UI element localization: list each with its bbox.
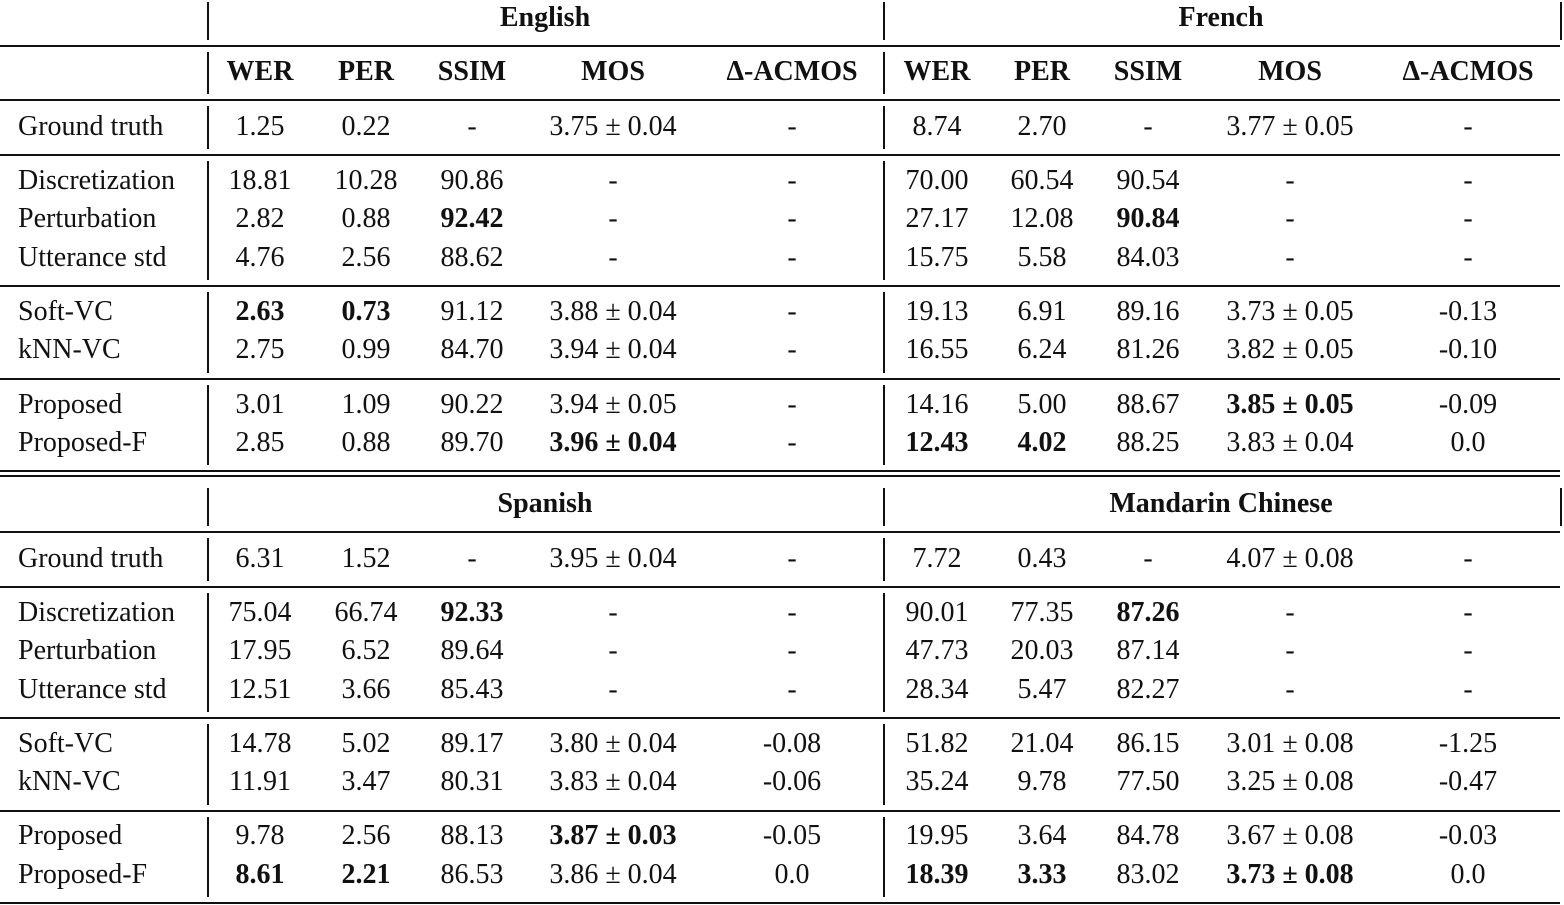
table-cell: - [787,165,797,196]
table-cell: 89.64 [440,635,504,666]
column-separator [883,593,885,712]
table-cell: 90.22 [440,389,504,420]
row-label: Perturbation [18,203,157,234]
table-cell: 3.01 ± 0.08 [1226,728,1354,759]
row-label: Soft-VC [18,728,113,759]
table-cell: 10.28 [334,165,398,196]
column-separator [883,724,885,805]
table-cell: 90.01 [905,597,969,628]
table-cell: 6.91 [1017,296,1067,327]
table-cell: 83.02 [1116,859,1180,890]
table-cell: 0.0 [774,859,810,890]
table-cell: -0.03 [1438,820,1498,851]
table-cell: -0.10 [1438,334,1498,365]
metric-header: PER [338,56,394,87]
table-cell: 3.96 ± 0.04 [549,427,677,458]
table-cell: 3.47 [341,766,391,797]
table-cell: 27.17 [905,203,969,234]
table-cell: - [787,242,797,273]
row-label: kNN-VC [18,766,121,797]
table-cell: 92.42 [440,203,504,234]
table-cell: 8.74 [912,111,962,142]
table-cell: - [787,597,797,628]
table-cell: - [467,543,477,574]
table-cell: - [787,427,797,458]
table-cell: - [787,389,797,420]
table-cell: - [1285,203,1295,234]
metric-header: Δ-ACMOS [1402,56,1534,87]
table-cell: 3.88 ± 0.04 [549,296,677,327]
row-label: Proposed-F [18,427,148,458]
table-cell: 3.83 ± 0.04 [1226,427,1354,458]
row-label: Ground truth [18,111,164,142]
table-cell: 3.86 ± 0.04 [549,859,677,890]
table-cell: 88.62 [440,242,504,273]
table-cell: 3.67 ± 0.08 [1226,820,1354,851]
table-cell: 7.72 [912,543,962,574]
column-separator [883,385,885,465]
table-cell: 14.78 [228,728,292,759]
table-cell: 60.54 [1010,165,1074,196]
table-cell: 88.25 [1116,427,1180,458]
column-separator [883,2,885,40]
table-cell: 12.08 [1010,203,1074,234]
table-cell: - [787,296,797,327]
table-cell: - [608,635,618,666]
table-cell: 4.02 [1017,427,1067,458]
table-cell: 81.26 [1116,334,1180,365]
table-cell: 1.25 [235,111,285,142]
table-cell: 90.54 [1116,165,1180,196]
table-cell: 3.95 ± 0.04 [549,543,677,574]
table-cell: 82.27 [1116,674,1180,705]
table-cell: 89.70 [440,427,504,458]
table-cell: 2.63 [235,296,285,327]
table-cell: 3.82 ± 0.05 [1226,334,1354,365]
table-cell: 87.26 [1116,597,1180,628]
table-cell: 3.01 [235,389,285,420]
rule [0,717,1560,719]
metric-header: MOS [581,56,645,87]
row-label: Perturbation [18,635,157,666]
table-cell: - [787,111,797,142]
table-cell: 89.16 [1116,296,1180,327]
table-cell: 1.52 [341,543,391,574]
metric-header: WER [226,56,294,87]
table-cell: 20.03 [1010,635,1074,666]
rule [0,45,1560,47]
table-cell: - [467,111,477,142]
language-header: Spanish [497,488,593,519]
table-cell: 2.82 [235,203,285,234]
table-cell: - [1285,597,1295,628]
table-cell: 77.35 [1010,597,1074,628]
table-cell: 66.74 [334,597,398,628]
column-separator [207,161,209,280]
table-cell: 5.58 [1017,242,1067,273]
table-cell: 8.61 [235,859,285,890]
table-cell: -0.06 [762,766,822,797]
table-cell: 0.0 [1450,859,1486,890]
table-cell: 4.07 ± 0.08 [1226,543,1354,574]
table-cell: 3.33 [1017,859,1067,890]
row-label: Utterance std [18,674,167,705]
table-cell: 84.70 [440,334,504,365]
column-separator [207,593,209,712]
table-cell: 15.75 [905,242,969,273]
table-cell: 3.64 [1017,820,1067,851]
table-cell: 70.00 [905,165,969,196]
table-cell: 5.02 [341,728,391,759]
table-cell: - [787,674,797,705]
table-cell: - [608,203,618,234]
table-cell: 90.84 [1116,203,1180,234]
rule [0,531,1560,533]
table-cell: - [787,334,797,365]
metric-header: SSIM [437,56,507,87]
table-cell: -0.09 [1438,389,1498,420]
column-separator [1560,2,1562,40]
row-label: Utterance std [18,242,167,273]
column-separator [883,488,885,526]
table-cell: 19.13 [905,296,969,327]
table-cell: -0.08 [762,728,822,759]
table-cell: 2.85 [235,427,285,458]
table-cell: 9.78 [235,820,285,851]
column-separator [883,292,885,373]
table-cell: 6.52 [341,635,391,666]
rule [0,586,1560,588]
column-separator [207,817,209,897]
table-cell: 2.21 [341,859,391,890]
metric-header: PER [1014,56,1070,87]
table-cell: 0.43 [1017,543,1067,574]
table-cell: 90.86 [440,165,504,196]
table-cell: - [1463,674,1473,705]
row-label: Soft-VC [18,296,113,327]
table-cell: 17.95 [228,635,292,666]
table-cell: 86.15 [1116,728,1180,759]
column-separator [883,817,885,897]
table-cell: 0.73 [341,296,391,327]
table-cell: - [1285,674,1295,705]
table-cell: 91.12 [440,296,504,327]
table-cell: - [1463,111,1473,142]
table-cell: 3.87 ± 0.03 [549,820,677,851]
table-cell: 18.39 [905,859,969,890]
table-cell: 85.43 [440,674,504,705]
table-cell: 5.00 [1017,389,1067,420]
rule [0,810,1560,812]
table-cell: - [1463,543,1473,574]
table-cell: 5.47 [1017,674,1067,705]
table-cell: 11.91 [229,766,291,797]
table-cell: 21.04 [1010,728,1074,759]
rule [0,470,1560,472]
table-cell: - [608,242,618,273]
table-cell: 77.50 [1116,766,1180,797]
rule [0,378,1560,380]
table-cell: 28.34 [905,674,969,705]
table-cell: 12.51 [228,674,292,705]
row-label: Proposed-F [18,859,148,890]
table-cell: 51.82 [905,728,969,759]
column-separator [207,488,209,526]
row-label: Discretization [18,165,176,196]
column-separator [207,106,209,149]
table-cell: - [608,165,618,196]
row-label: Discretization [18,597,176,628]
column-separator [883,52,885,94]
table-cell: - [1463,242,1473,273]
column-separator [1560,488,1562,526]
table-cell: -0.05 [762,820,822,851]
column-separator [207,385,209,465]
table-cell: 3.94 ± 0.04 [549,334,677,365]
table-cell: -0.47 [1438,766,1498,797]
table-cell: 19.95 [905,820,969,851]
column-separator [883,161,885,280]
table-cell: 2.56 [341,820,391,851]
table-cell: 0.0 [1450,427,1486,458]
column-separator [207,52,209,94]
table-cell: 3.83 ± 0.04 [549,766,677,797]
table-cell: 3.73 ± 0.08 [1226,859,1354,890]
table-cell: 84.78 [1116,820,1180,851]
table-cell: 0.99 [341,334,391,365]
language-header: Mandarin Chinese [1109,488,1333,519]
column-separator [207,2,209,40]
rule [0,902,1560,904]
table-cell: 3.80 ± 0.04 [549,728,677,759]
table-cell: 88.67 [1116,389,1180,420]
table-cell: - [1143,543,1153,574]
table-cell: 12.43 [905,427,969,458]
table-cell: - [787,203,797,234]
table-cell: - [1463,597,1473,628]
table-cell: - [608,597,618,628]
table-cell: - [787,635,797,666]
table-cell: 3.75 ± 0.04 [549,111,677,142]
table-cell: 3.66 [341,674,391,705]
table-cell: 84.03 [1116,242,1180,273]
column-separator [207,292,209,373]
table-cell: - [1463,165,1473,196]
table-cell: 1.09 [341,389,391,420]
table-cell: 2.75 [235,334,285,365]
table-cell: 14.16 [905,389,969,420]
table-cell: 89.17 [440,728,504,759]
metric-header: SSIM [1113,56,1183,87]
table-cell: - [787,543,797,574]
table-cell: -0.13 [1438,296,1498,327]
table-cell: 0.22 [341,111,391,142]
rule [0,154,1560,156]
table-cell: - [1285,635,1295,666]
table-cell: - [1463,203,1473,234]
column-separator [207,724,209,805]
table-cell: - [1285,165,1295,196]
table-cell: 35.24 [905,766,969,797]
table-cell: 3.77 ± 0.05 [1226,111,1354,142]
table-cell: 88.13 [440,820,504,851]
table-cell: 4.76 [235,242,285,273]
column-separator [883,538,885,581]
table-cell: - [1143,111,1153,142]
row-label: Ground truth [18,543,164,574]
table-cell: 87.14 [1116,635,1180,666]
table-cell: 0.88 [341,203,391,234]
column-separator [207,538,209,581]
table-cell: 80.31 [440,766,504,797]
table-cell: 2.70 [1017,111,1067,142]
row-label: kNN-VC [18,334,121,365]
table-cell: 3.94 ± 0.05 [549,389,677,420]
table-cell: 0.88 [341,427,391,458]
table-cell: 9.78 [1017,766,1067,797]
rule [0,475,1560,477]
table-cell: 18.81 [228,165,292,196]
table-cell: 92.33 [440,597,504,628]
row-label: Proposed [18,389,123,420]
table-cell: 3.25 ± 0.08 [1226,766,1354,797]
table-cell: 3.85 ± 0.05 [1226,389,1354,420]
table-cell: 86.53 [440,859,504,890]
table-cell: -1.25 [1438,728,1498,759]
metric-header: Δ-ACMOS [726,56,858,87]
table-cell: 6.31 [235,543,285,574]
table-cell: 3.73 ± 0.05 [1226,296,1354,327]
table-cell: 75.04 [228,597,292,628]
row-label: Proposed [18,820,123,851]
table-cell: 2.56 [341,242,391,273]
table-cell: - [1463,635,1473,666]
metric-header: WER [903,56,971,87]
table-cell: 47.73 [905,635,969,666]
language-header: English [499,2,591,33]
table-cell: 6.24 [1017,334,1067,365]
table-cell: - [608,674,618,705]
table-cell: - [1285,242,1295,273]
language-header: French [1178,2,1264,33]
rule [0,285,1560,287]
metric-header: MOS [1258,56,1322,87]
table-cell: 16.55 [905,334,969,365]
column-separator [883,106,885,149]
rule [0,99,1560,101]
